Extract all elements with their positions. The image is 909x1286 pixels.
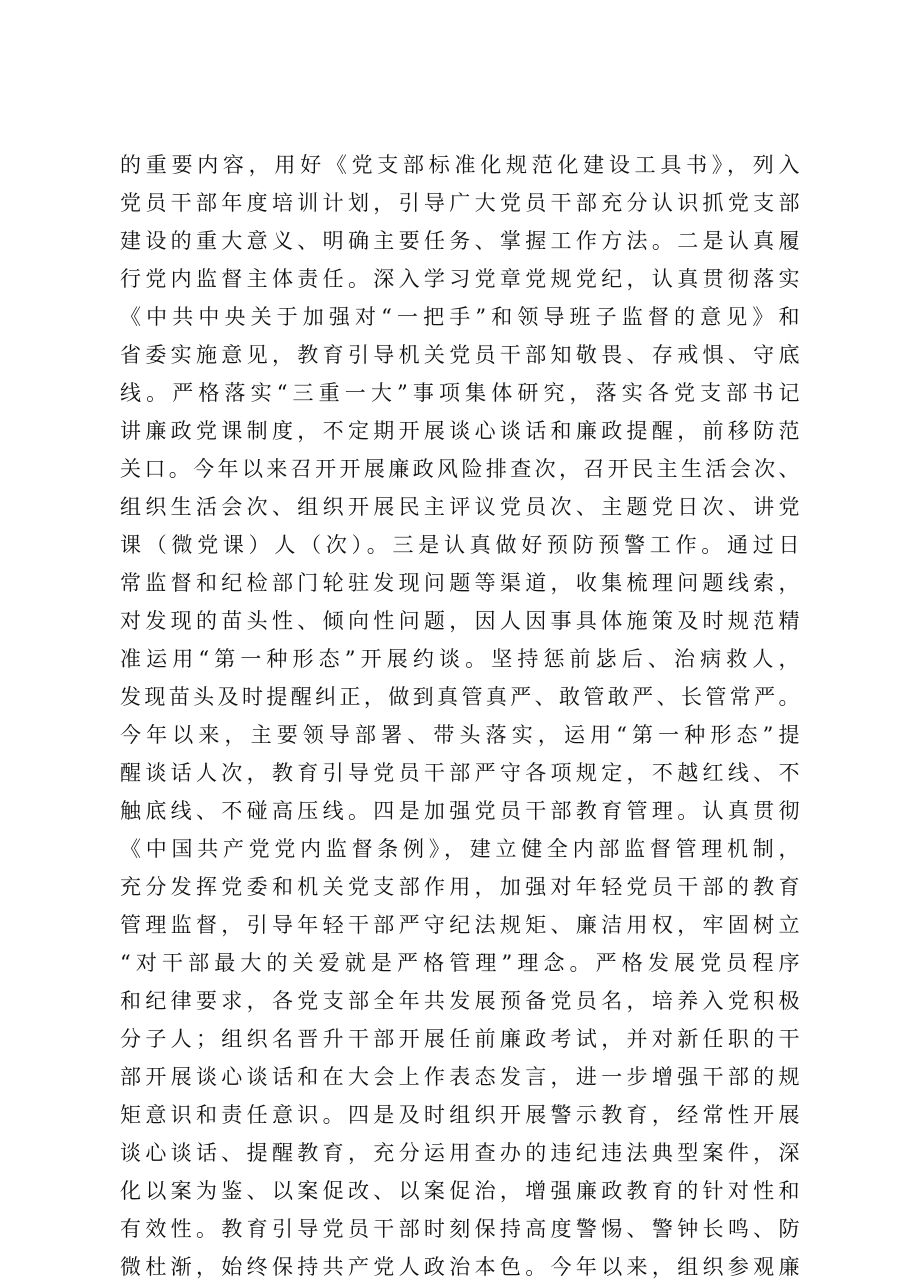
text-line: 今年以来，主要领导部署、带头落实，运用“第一种形态”提	[120, 723, 800, 747]
text-line: 组织生活会次、组织开展民主评议党员次、主题党日次、讲党	[120, 495, 800, 519]
text-line: 微杜渐，始终保持共产党人政治本色。今年以来，组织参观廉	[120, 1255, 800, 1279]
text-line: 常监督和纪检部门轮驻发现问题等渠道，收集梳理问题线索，	[120, 571, 800, 595]
text-line: 讲廉政党课制度，不定期开展谈心谈话和廉政提醒，前移防范	[120, 419, 800, 443]
text-line: 对发现的苗头性、倾向性问题，因人因事具体施策及时规范精	[120, 609, 800, 633]
text-line: “对干部最大的关爱就是严格管理”理念。严格发展党员程序	[120, 951, 800, 975]
text-line: 关口。今年以来召开开展廉政风险排查次，召开民主生活会次、	[120, 457, 800, 481]
text-line: 行党内监督主体责任。深入学习党章党规党纪，认真贯彻落实	[120, 267, 800, 291]
text-line: 充分发挥党委和机关党支部作用，加强对年轻党员干部的教育	[120, 875, 800, 899]
text-line: 醒谈话人次，教育引导党员干部严守各项规定，不越红线、不	[120, 761, 800, 785]
text-line: 的重要内容，用好《党支部标准化规范化建设工具书》，列入	[120, 153, 800, 177]
text-line: 触底线、不碰高压线。四是加强党员干部教育管理。认真贯彻	[120, 799, 800, 823]
text-line: 发现苗头及时提醒纠正，做到真管真严、敢管敢严、长管常严。	[120, 685, 800, 709]
text-line: 准运用“第一种形态”开展约谈。坚持惩前毖后、治病救人，	[120, 647, 800, 671]
text-line: 管理监督，引导年轻干部严守纪法规矩、廉洁用权，牢固树立	[120, 913, 800, 937]
text-line: 和纪律要求，各党支部全年共发展预备党员名，培养入党积极	[120, 989, 800, 1013]
text-line: 分子人；组织名晋升干部开展任前廉政考试，并对新任职的干	[120, 1027, 800, 1051]
text-line: 矩意识和责任意识。四是及时组织开展警示教育，经常性开展	[120, 1103, 800, 1127]
text-line: 党员干部年度培训计划，引导广大党员干部充分认识抓党支部	[120, 191, 800, 215]
text-line: 部开展谈心谈话和在大会上作表态发言，进一步增强干部的规	[120, 1065, 800, 1089]
text-line: 课（微党课）人（次）。三是认真做好预防预警工作。通过日	[120, 533, 800, 557]
text-line: 线。严格落实“三重一大”事项集体研究，落实各党支部书记	[120, 381, 800, 405]
text-line: 建设的重大意义、明确主要任务、掌握工作方法。二是认真履	[120, 229, 800, 253]
body-paragraph	[120, 146, 800, 1286]
text-line: 谈心谈话、提醒教育，充分运用查办的违纪违法典型案件，深	[120, 1141, 800, 1165]
text-line: 《中共中央关于加强对“一把手”和领导班子监督的意见》和	[120, 305, 800, 329]
text-line: 化以案为鉴、以案促改、以案促治，增强廉政教育的针对性和	[120, 1179, 800, 1203]
text-line: 《中国共产党党内监督条例》，建立健全内部监督管理机制，	[120, 837, 800, 861]
text-line: 有效性。教育引导党员干部时刻保持高度警惕、警钟长鸣、防	[120, 1217, 800, 1241]
text-line: 省委实施意见，教育引导机关党员干部知敬畏、存戒惧、守底	[120, 343, 800, 367]
